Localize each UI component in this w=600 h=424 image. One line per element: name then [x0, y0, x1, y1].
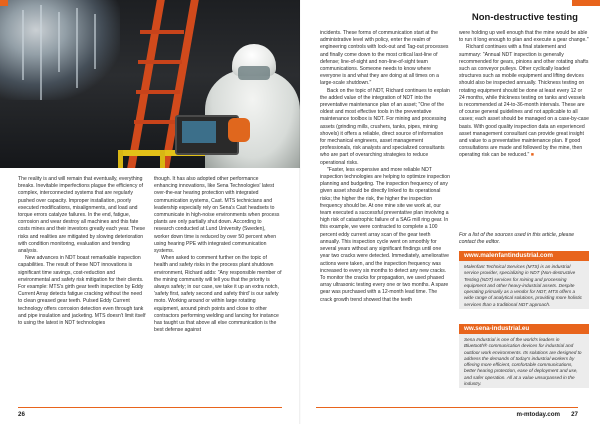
paragraph: Back on the topic of NDT, Richard continues to explain the added value of the integration of NDT into the preventative maintenance plan of an asset; "One of the oldest and most effective tools in the preventative maintenance toolbox is NDT. For mining and processing assets (grinding mills, crushers, tanks, pipes, mining shovels) it offers a reliable, direct source of information for mechanical engineers, asset management professionals, risk analysts and specialized consultants who are part of overarching strategies to reduce operational risks.: [320, 87, 450, 166]
sources-note: For a list of the sources used in this article, please contact the editor.: [459, 232, 575, 245]
page-number-left: 26: [18, 411, 25, 418]
footer-rule: [316, 407, 578, 408]
accent-bar: [0, 0, 8, 6]
company-url[interactable]: ww.sena-industrial.eu: [459, 324, 589, 334]
company-box-mts: [459, 251, 589, 309]
company-url[interactable]: www.malenfantindustrial.com: [459, 251, 589, 261]
right-page: [300, 0, 600, 424]
paragraph: "Faster, less expensive and more reliable NDT inspection technologies are helping to optimize inspection planning and budgeting. The inspection frequency of any given asset should be directly linked to its operational risks; the higher the risk, the higher the inspection frequency should be. At one mine site we work at, our team executed a successful preventative plan involving a high risk of catastrophic failure of a SAG mill ring gear. In this example, we were contracted to complete a 100 percent eddy current array scan of the gear teeth annually. This inspection cycle went on smoothly for several years without any significant findings until one year two cracks were detected. Immediately, ameliorative actions were taken, and the inspection frequency was increased to every six months to detect any new cracks. To monitor the cracks for propagation, we used phased array ultrasonic testing every one or two months. A spare gear was purchased with a 12-month lead time. The crack growth trend showed that the teeth: [320, 166, 450, 303]
article-column-3: [320, 30, 450, 405]
ndt-inspection-photo: [0, 0, 300, 168]
paragraph: incidents. These forms of communication start at the administrative level with policy, enter the realm of engineering controls with lock-out and Tag-out processes and finally come down to the most critical last-line of defense; line-of-sight and non-line-of-sight team communications. Someone needs to know where everyone is and what they are doing at all times on a large-scale shutdown.": [320, 30, 449, 87]
paragraph: When asked to comment further on the topic of health and safety risks in the process plant shutdown environment, Richard adds: "Any responsible member of the mining community will tell you that the priority is always safety; in our case, we take it up an extra notch, 'safety first, safety second and safety third' is our safety moto. Working around or within large rotating equipment, around pinch points and close to other contractors performing welding and lancing for instance has taught us that above all else communication is the best defense against: [154, 255, 282, 334]
paragraph: [459, 44, 589, 159]
company-description: Sena Industrial is one of the world's leaders in Bluetooth® communication devices for industrial and outdoor work environments. Its solutions are designed to address the demands of today's industrial workers by offering more efficient, comfortable communications, better hearing protection, ease of deployment and use, and safer operation. All at a value unsurpassed in the industry.: [464, 337, 582, 387]
paragraph: The reality is and will remain that eventually, everything breaks. Inevitable imperfections plague the efficiency of complex, interconnected systems that are regularly pushed over capacity. Improper installation, poorly executed modifications, misalignments, and load and torque errors catalyze failures. In the end, fatigue, corrosion and wear destroy all machines and this fate costs mines and their investors greatly each year. These risks and realities are mitigated by slowing deterioration with condition monitoring, evaluation and trending analysis.: [18, 176, 146, 255]
site-url: m-mtoday.com: [516, 411, 560, 418]
article-column-2: [154, 176, 282, 402]
paragraph-text: Richard continues with a final statement and summary: "Annual NDT inspection is generally recommended for gears, pinions and other rotating shafts such as conveyor pulleys. Other cyclically loaded structures such as mobile equipment and lifting devices should also be inspected annually. Thickness testing on rotating equipment should be done at least every 12 or 24 months, while thickness testing on tanks and vessels is recommended at 24-to-36-month intervals. These are of course general guidelines and not applicable to all cases; each asset should be managed on a case-by-case basis. With good quality inspection data an experienced asset management consultant can provide great insight and value to a preventative maintenance plan. If good consultations are made and followed by the mine, then operating risk can be reduced.": [459, 44, 589, 159]
article-column-4: [459, 30, 589, 245]
accent-bar: [572, 0, 600, 6]
article-column-1: [18, 176, 146, 402]
page-number-right: 27: [571, 411, 578, 418]
company-description: Malenfant Technical Services (MTS) is an industrial service provider, specializing in NDT (Non-destructive Testing (NDT) services for mining and processing equipment and other heavy-industrial assets. Despite operating primarily as a vendor for NDT, MTS offers a wide range of analytical solutions, providing more holistic services than a traditional NDT approach.: [464, 264, 583, 307]
end-mark-icon: ■: [530, 152, 534, 159]
paragraph: New advances in NDT boast remarkable inspection capabilities. The result of these NDT innovations is significant time savings, cost-reduction and environmental and safety risk mitigation for their clients. For example: MTS's girth gear teeth inspection by Eddy Current Array detects fatigue cracking without the need to clean greased gear teeth. Pulsed Eddy Current technology offers corrosion detection even through tank and pipe insulation and jacketing. MTS doesn't limit itself to using the latest in NDT technologies: [18, 255, 146, 327]
paragraph: were holding up well enough that the mine would be able to run it long enough to plan and execute a gear change.": [459, 30, 589, 44]
section-title: Non-destructive testing: [471, 12, 578, 23]
footer-rule: [18, 407, 282, 408]
company-box-sena: [459, 324, 589, 388]
paragraph: though. It has also adopted other performance enhancing innovations, like Sena Technologies' latest over-the-ear hearing protection with integrated communication systems, Cast. MTS technicians and leadership especially rely on Sena's Cast headsets to communicate in high-noise environments when process plants are only partially shut down. According to research conducted at Lund University (Sweden), worker down time is reduced by over 50 percent when using hearing PPE with integrated communication systems.: [154, 176, 280, 255]
